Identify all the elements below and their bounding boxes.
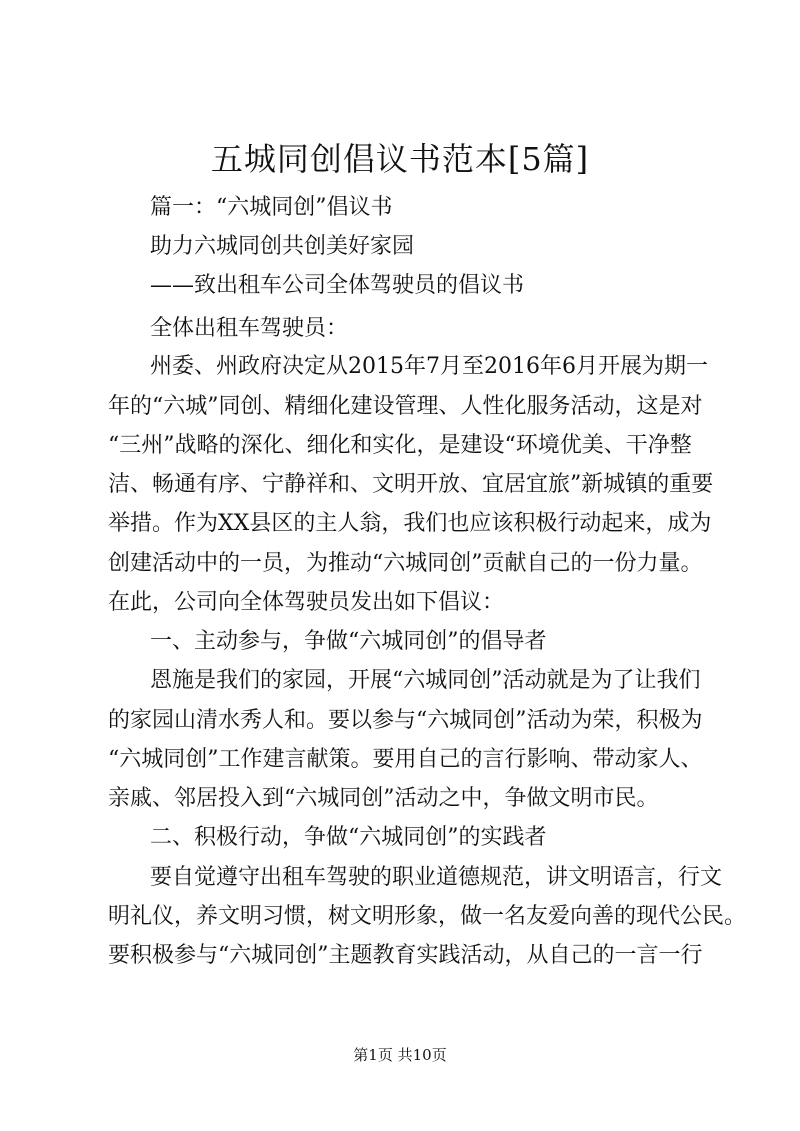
paragraph-line: 州委、州政府决定从2015年7月至2016年6月开展为期一 (150, 354, 708, 379)
paragraph-line: 举措。作为XX县区的主人翁，我们也应该积极行动起来，成为 (108, 511, 712, 536)
paragraph-line: 洁、畅通有序、宁静祥和、文明开放、宜居宜旅”新城镇的重要 (108, 472, 714, 497)
subtitle: 助力六城同创共创美好家园 (150, 234, 415, 259)
paragraph-line: 在此，公司向全体驾驶员发出如下倡议： (108, 590, 505, 615)
section-heading-3: 二、积极行动，争做“六城同创”的实践者 (150, 825, 547, 850)
section-heading-2: 一、主动参与，争做“六城同创”的倡导者 (150, 629, 547, 654)
paragraph-line: 恩施是我们的家园，开展“六城同创”活动就是为了让我们 (150, 668, 701, 693)
paragraph-line: 明礼仪，养文明习惯，树文明形象，做一名友爱向善的现代公民。 (108, 904, 747, 929)
page-number: 第1页 共10页 (353, 1046, 447, 1064)
paragraph-line: 的家园山清水秀人和。要以参与“六城同创”活动为荣，积极为 (108, 708, 703, 733)
salutation: 全体出租车驾驶员： (150, 316, 349, 341)
paragraph-line: “六城同创”工作建言献策。要用自己的言行影响、带动家人、 (108, 747, 703, 772)
paragraph-line: 要自觉遵守出租车驾驶的职业道德规范，讲文明语言，行文 (150, 865, 723, 890)
subtitle-recipient: ——致出租车公司全体驾驶员的倡议书 (150, 273, 525, 298)
document-title: 五城同创倡议书范本[5篇] (210, 140, 590, 178)
paragraph-line: 创建活动中的一员，为推动“六城同创”贡献自己的一份力量。 (108, 551, 703, 576)
paragraph-line: 要积极参与“六城同创”主题教育实践活动，从自己的一言一行 (108, 943, 703, 968)
paragraph-line: “三州”战略的深化、细化和实化，是建设“环境优美、干净整 (108, 433, 692, 458)
paragraph-line: 亲戚、邻居投入到“六城同创”活动之中，争做文明市民。 (108, 786, 659, 811)
paragraph-line: 年的“六城”同创、精细化建设管理、人性化服务活动，这是对 (108, 394, 703, 419)
section-heading-1: 篇一：“六城同创”倡议书 (150, 195, 393, 220)
